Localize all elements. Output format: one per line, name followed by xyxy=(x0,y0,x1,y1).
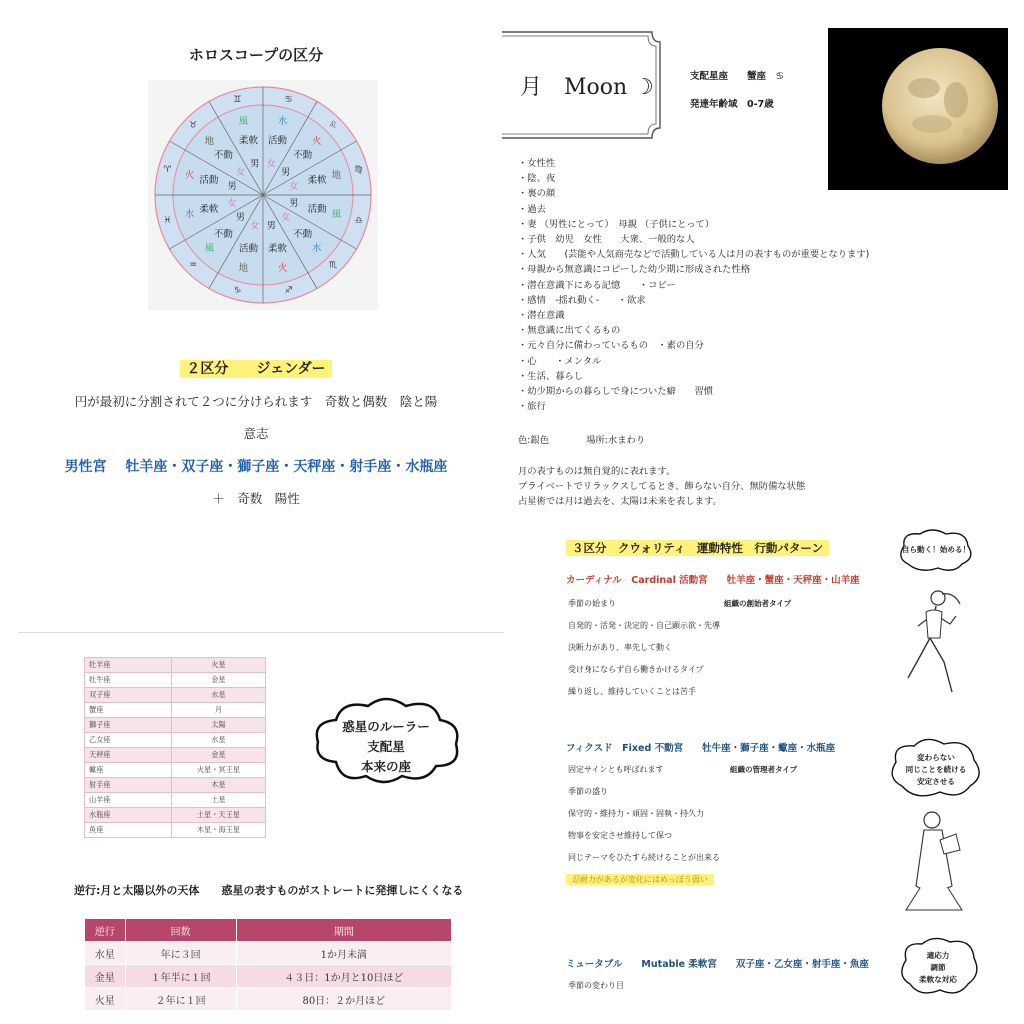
wheel-gender: 男 xyxy=(266,221,276,232)
sign-ruler-cell: 双子座 xyxy=(85,688,172,703)
fixed-item: 季節の盛り xyxy=(568,787,608,796)
sign-ruler-cell: 水星 xyxy=(171,688,265,703)
moon-panel xyxy=(512,0,1024,512)
quality-title: ３区分 クウォリティ 運動特性 行動パターン xyxy=(566,540,829,556)
sign-ruler-cell: 水瓶座 xyxy=(85,808,172,823)
retrograde-cell: 年に３回 xyxy=(125,942,236,965)
moon-meaning-item: ・元々自分に備わっているもの ・素の自分 xyxy=(518,340,704,352)
moon-development-age: 発達年齢域 0-7歳 xyxy=(690,99,774,110)
cloud-line-1: 惑星のルーラー xyxy=(342,719,430,734)
sign-ruler-row xyxy=(85,733,266,748)
wheel-sign-glyph: ♋ xyxy=(284,94,293,105)
wheel-sign-glyph: ♐ xyxy=(284,286,293,297)
sign-ruler-cell: 木星 xyxy=(171,778,265,793)
wheel-element: 地 xyxy=(331,169,342,181)
sign-ruler-row xyxy=(85,748,266,763)
wheel-mode: 不動 xyxy=(213,229,233,241)
sign-ruler-cell: 牡羊座 xyxy=(85,658,172,673)
sign-ruler-cell: 太陽 xyxy=(171,718,265,733)
fixed-item: 同じテーマをひたすら続けることが出来る xyxy=(568,853,720,862)
moon-meaning-item: ・妻 （男性にとって） 母親 （子供にとって） xyxy=(518,218,715,230)
retrograde-cell: １年半に１回 xyxy=(125,965,236,988)
retrograde-row xyxy=(85,965,452,988)
retrograde-header: 回数 xyxy=(125,919,236,942)
sign-ruler-table xyxy=(84,657,266,838)
sign-ruler-cell: 金星 xyxy=(171,748,265,763)
wheel-sign-glyph: ♍ xyxy=(354,164,363,175)
moon-meaning-item: ・人気 (芸能や人気商売などで活動している人は月の表すものが重要となります) xyxy=(518,249,870,261)
moon-ruler-sign: 支配星座 蟹座 ♋ xyxy=(690,71,785,82)
gender-title: ２区分 ジェンダー xyxy=(0,358,512,378)
sign-ruler-row xyxy=(85,688,266,703)
cloud-line-3: 本来の座 xyxy=(360,759,411,774)
wheel-sign-glyph: ♌ xyxy=(328,120,338,131)
moon-meaning-item: ・潜在意識下にある記憶 ・コピー xyxy=(518,279,676,291)
wheel-element: 地 xyxy=(238,262,249,274)
sign-ruler-cell: 山羊座 xyxy=(85,793,172,808)
wheel-element: 火 xyxy=(184,169,195,181)
wheel-sign-glyph: ♓ xyxy=(163,216,172,227)
cloud-line-2: 支配星 xyxy=(367,739,405,754)
retrograde-header: 逆行 xyxy=(85,919,126,942)
retrograde-cell: 火星 xyxy=(85,988,126,1011)
moon-note-1: 月の表すものは無自覚的に表れます。 xyxy=(518,466,676,477)
cardinal-item: 受け身にならず自ら働きかけるタイプ xyxy=(568,665,704,674)
running-woman-icon xyxy=(904,582,964,700)
wheel-gender: 女 xyxy=(289,182,299,193)
sign-ruler-row xyxy=(85,808,266,823)
moon-meaning-item: ・幼少期からの暮らしで身についた癖 習慣 xyxy=(518,386,714,398)
fixed-heading: フィクスド Fixed 不動宮 牡牛座・獅子座・蠍座・水瓶座 xyxy=(566,743,836,754)
sign-ruler-cell: 土星 xyxy=(171,793,265,808)
ruler-cloud-text xyxy=(306,717,466,777)
moon-meaning-item: ・過去 xyxy=(518,203,546,215)
positive-label: ＋ 奇数 陽性 xyxy=(212,491,300,506)
wheel-gender: 女 xyxy=(227,198,237,209)
sign-ruler-cell: 獅子座 xyxy=(85,718,172,733)
cardinal-item: 自発的・活発・決定的・自己顕示欲・先導 xyxy=(568,621,720,630)
wheel-sign-glyph: ♊ xyxy=(233,94,242,105)
sign-ruler-cell: 火星 xyxy=(171,658,265,673)
cardinal-bubble-text: 自ら動く！始める！ xyxy=(901,545,971,554)
moon-note-2: プライベートでリラックスしてるとき、飾らない自分、無防備な状態 xyxy=(518,481,806,492)
wheel-sign-glyph: ♏ xyxy=(328,260,338,271)
male-signs: 男性宮 牡羊座・双子座・獅子座・天秤座・射手座・水瓶座 xyxy=(64,459,448,475)
wheel-mode: 活動 xyxy=(307,203,327,215)
sign-ruler-cell: 射手座 xyxy=(85,778,172,793)
sign-ruler-cell: 金星 xyxy=(171,673,265,688)
cardinal-heading: カーディナル Cardinal 活動宮 牡羊座・蟹座・天秤座・山羊座 xyxy=(566,575,860,586)
moon-meaning-item: ・生活、暮らし xyxy=(518,370,584,382)
wheel-mode: 柔軟 xyxy=(238,135,259,147)
wheel-gender: 男 xyxy=(250,159,260,170)
fixed-item: 保守的・維持力・頑固・固執・持久力 xyxy=(568,809,704,818)
wheel-gender: 女 xyxy=(281,213,291,224)
retrograde-cell: ２年に１回 xyxy=(125,988,236,1011)
will-label: 意志 xyxy=(243,426,269,441)
gender-description: 円が最初に分割されて２つに分けられます 奇数と偶数 陰と陽 xyxy=(74,394,438,409)
fixed-item-highlight: 忍耐力があるが変化にはめっぽう弱い xyxy=(566,874,714,885)
wheel-mode: 不動 xyxy=(293,229,313,241)
sign-ruler-row xyxy=(85,778,266,793)
moon-meaning-list xyxy=(518,156,1018,414)
retrograde-cell: 1か月未満 xyxy=(236,942,451,965)
quality-panel xyxy=(512,512,1024,1024)
fixed-item: 固定サインとも呼ばれます xyxy=(568,765,664,774)
moon-meaning-item: ・潜在意識 xyxy=(518,310,565,322)
wheel-element: 火 xyxy=(277,262,288,274)
sign-ruler-cell: 蠍座 xyxy=(85,763,172,778)
retrograde-header: 期間 xyxy=(236,919,451,942)
moon-meaning-item: ・陰、夜 xyxy=(518,173,556,185)
wheel-mode: 柔軟 xyxy=(307,175,327,187)
divider xyxy=(18,632,504,633)
wheel-element: 火 xyxy=(311,135,322,147)
wheel-element: 風 xyxy=(238,116,249,128)
sign-ruler-row xyxy=(85,673,266,688)
wheel-element: 風 xyxy=(204,243,215,255)
horoscope-title: ホロスコープの区分 xyxy=(188,46,324,64)
wheel-gender: 男 xyxy=(281,167,291,178)
wheel-element: 水 xyxy=(184,209,195,221)
wheel-mode: 不動 xyxy=(213,149,233,161)
wheel-element: 水 xyxy=(277,116,288,128)
wheel-element: 風 xyxy=(331,209,342,221)
mutable-item: 季節の変わり目 xyxy=(568,981,624,990)
moon-note-3: 占星術では月は過去を、太陽は未来を表します。 xyxy=(518,496,722,507)
sign-ruler-cell: 木星・海王星 xyxy=(171,823,265,838)
wheel-sign-glyph: ♑ xyxy=(233,286,242,297)
sign-ruler-row xyxy=(85,718,266,733)
moon-meaning-item: ・感情 -揺れ動く- ・欲求 xyxy=(518,294,646,306)
retrograde-title: 逆行:月と太陽以外の天体 惑星の表すものがストレートに発揮しにくくなる xyxy=(74,884,464,897)
sign-ruler-cell: 乙女座 xyxy=(85,733,172,748)
moon-meaning-item: ・旅行 xyxy=(518,401,546,413)
moon-meaning-item: ・母親から無意識にコピーした幼少期に形成された性格 xyxy=(518,264,751,276)
wheel-gender: 女 xyxy=(235,167,245,178)
sign-ruler-row xyxy=(85,823,266,838)
moon-meaning-item: ・女性性 xyxy=(518,158,556,169)
sign-ruler-row xyxy=(85,658,266,673)
retrograde-row xyxy=(85,988,452,1011)
wheel-sign-glyph: ♉ xyxy=(188,120,198,131)
moon-title: 月 Moon ☽ xyxy=(520,75,654,100)
wheel-gender: 男 xyxy=(227,182,237,193)
moon-meaning-item: ・裏の顔 xyxy=(518,188,556,200)
horoscope-wheel xyxy=(148,80,378,310)
wheel-gender: 女 xyxy=(250,221,260,232)
wheel-element: 地 xyxy=(204,135,215,147)
wheel-sign-glyph: ♈ xyxy=(163,164,172,175)
moon-meaning-item: ・無意識に出てくるもの xyxy=(518,325,621,337)
wheel-mode: 活動 xyxy=(199,175,219,187)
fixed-bubble-text: 変わらない 同じことを続ける 安定させる xyxy=(905,753,967,786)
ruler-panel xyxy=(0,512,512,1024)
sign-ruler-row xyxy=(85,793,266,808)
wheel-mode: 活動 xyxy=(267,135,288,147)
cardinal-tag: 組織の創始者タイプ xyxy=(724,599,792,608)
retrograde-table xyxy=(84,918,452,1011)
sign-ruler-row xyxy=(85,763,266,778)
wheel-element: 水 xyxy=(311,243,322,255)
fixed-item: 物事を安定させ維持して保つ xyxy=(568,831,672,840)
sign-ruler-cell: 月 xyxy=(171,703,265,718)
wheel-gender: 女 xyxy=(266,159,276,170)
mutable-bubble-text: 適応力 調節 柔軟な対応 xyxy=(919,951,957,984)
sign-ruler-cell: 火星・冥王星 xyxy=(171,763,265,778)
sign-ruler-cell: 天秤座 xyxy=(85,748,172,763)
fixed-tag: 組織の管理者タイプ xyxy=(730,765,798,774)
horoscope-division-panel xyxy=(0,0,512,512)
moon-color-place: 色:銀色 場所:水まわり xyxy=(518,435,646,446)
wheel-mode: 柔軟 xyxy=(267,243,288,255)
sign-ruler-cell: 蟹座 xyxy=(85,703,172,718)
cardinal-item: 決断力があり、率先して動く xyxy=(568,643,672,652)
cardinal-item: 繰り返し、維持していくことは苦手 xyxy=(568,687,696,696)
cardinal-item: 季節の始まり xyxy=(568,599,616,608)
wheel-mode: 活動 xyxy=(238,243,259,255)
retrograde-cell: ４３日：1か月と10日ほど xyxy=(236,965,451,988)
retrograde-cell: 80日：２か月ほど xyxy=(236,988,451,1011)
horoscope-wheel-svg xyxy=(148,80,378,310)
retrograde-cell: 金星 xyxy=(85,965,126,988)
reading-woman-icon xyxy=(902,806,966,916)
sign-ruler-cell: 牡牛座 xyxy=(85,673,172,688)
wheel-gender: 男 xyxy=(289,198,299,209)
retrograde-cell: 水星 xyxy=(85,942,126,965)
wheel-sign-glyph: ♎ xyxy=(354,216,363,227)
wheel-gender: 男 xyxy=(235,213,245,224)
sign-ruler-row xyxy=(85,703,266,718)
mutable-heading: ミュータブル Mutable 柔軟宮 双子座・乙女座・射手座・魚座 xyxy=(566,959,869,970)
sign-ruler-cell: 土星・天王星 xyxy=(171,808,265,823)
wheel-mode: 柔軟 xyxy=(199,203,219,215)
retrograde-row xyxy=(85,942,452,965)
wheel-sign-glyph: ♒ xyxy=(188,260,198,271)
moon-meaning-item: ・心 ・メンタル xyxy=(518,355,602,367)
wheel-mode: 不動 xyxy=(293,149,313,161)
sign-ruler-cell: 魚座 xyxy=(85,823,172,838)
moon-meaning-item: ・子供 幼児 女性 大衆、一般的な人 xyxy=(518,234,695,246)
sign-ruler-cell: 水星 xyxy=(171,733,265,748)
